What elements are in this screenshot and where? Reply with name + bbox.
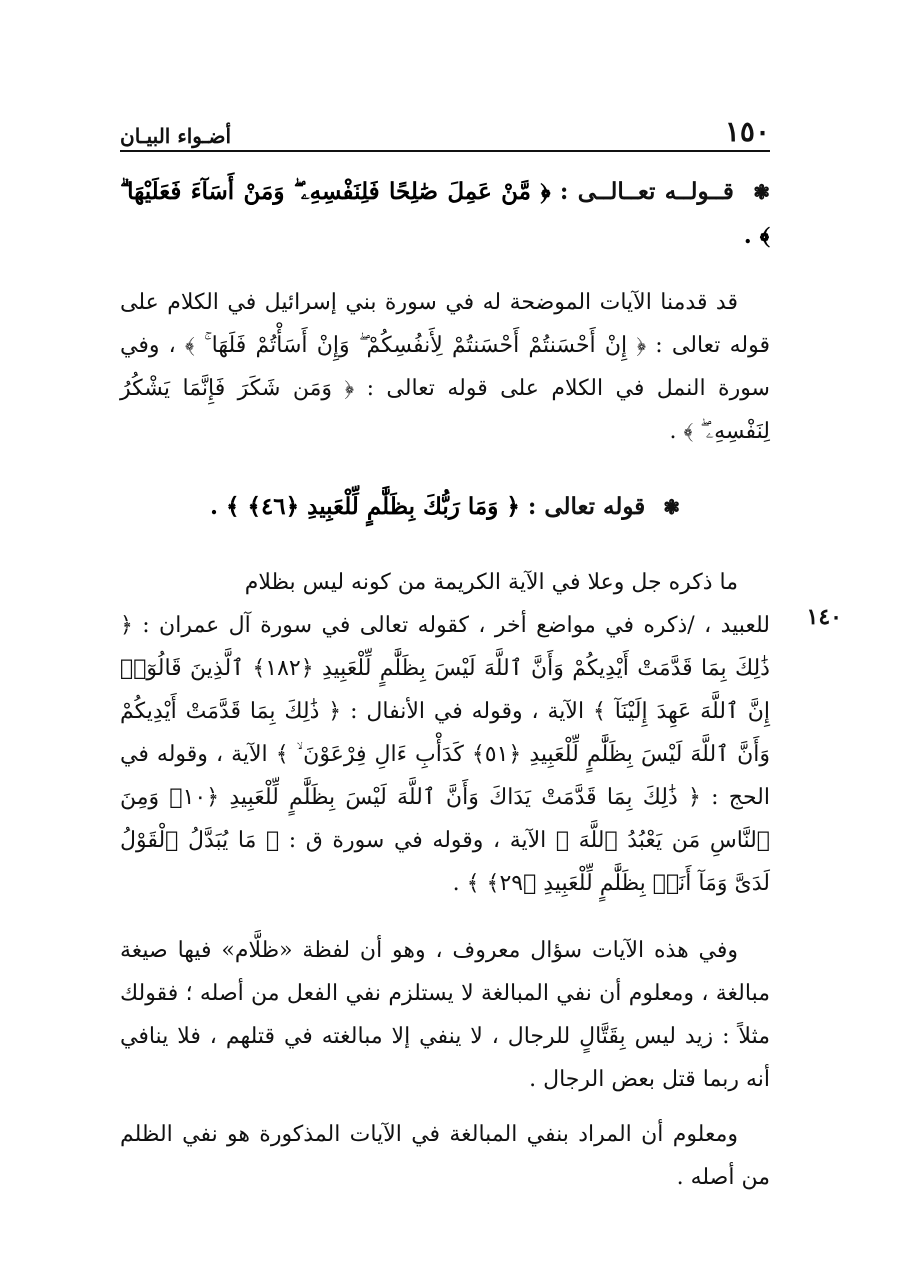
header-rule (120, 150, 770, 152)
quran-verse: ﴿ وَمَا رَبُّكَ بِظَلَّٰمٍ لِّلْعَبِيدِ ﴿٤٦﴾ ﴾ . (209, 493, 520, 520)
heading-label: قوله تعالى : (527, 493, 646, 520)
book-page (120, 0, 842, 1271)
paragraph-2-first-line: ما ذكره جل وعلا في الآية الكريمة من كونه ليس بظلام (244, 570, 738, 595)
page-number: ١٥٠ (724, 115, 770, 148)
page-header (120, 112, 770, 148)
section-heading-1 (120, 170, 770, 257)
quran-verse: ﴿ مَّنْ عَمِلَ صَٰلِحًا فَلِنَفْسِهِۦ ۖ وَمَنْ أَسَآءَ فَعَلَيْهَا ۗ ﴾ . (120, 178, 770, 249)
margin-page-reference: ١٤٠ (806, 604, 842, 630)
section-heading-2 (120, 485, 770, 529)
running-title: أضـواء البيـان (120, 124, 232, 148)
paragraph-3: وفي هذه الآيات سؤال معروف ، وهو أن لفظة «ظلَّام» فيها صيغة مبالغة ، ومعلوم أن نفي المبالغة لا يستلزم نفي الفعل من أصله ؛ فقولك مثلاً : زيد ليس بِقَتَّالٍ للرجال ، لا ينفي إلا مبالغته في قتلهم ، فلا ينافي أنه ربما قتل بعض الرجال . (120, 938, 770, 1092)
star-ornament-icon: ❃ (753, 180, 771, 204)
star-ornament-icon: ❃ (663, 495, 681, 519)
heading-label: قــولــه تعــالــى : (559, 178, 734, 205)
paragraph-4: ومعلوم أن المراد بنفي المبالغة في الآيات المذكورة هو نفي الظلم من أصله . (120, 1122, 770, 1190)
paragraph-1: قد قدمنا الآيات الموضحة له في سورة بني إسرائيل في الكلام على قوله تعالى : ﴿ إِنْ أَحْسَنتُمْ أَحْسَنتُمْ لِأَنفُسِكُمْ ۖ وَإِنْ أَسَأْتُمْ فَلَهَا ۚ ﴾ ، وفي سورة النمل في الكلام على قوله تعالى : ﴿ وَمَن شَكَرَ فَإِنَّمَا يَشْكُرُ لِنَفْسِهِۦ ۖ ﴾ . (120, 290, 770, 444)
paragraph-2 (120, 561, 842, 905)
paragraph-2-body: للعبيد ، /ذكره في مواضع أخر ، كقوله تعالى في سورة آل عمران : ﴿ ذَٰلِكَ بِمَا قَدَّمَتْ أَيْدِيكُمْ وَأَنَّ ٱللَّهَ لَيْسَ بِظَلَّٰمٍ لِّلْعَبِيدِ ﴿١٨٢﴾ ٱلَّذِينَ قَالُوٓا۟ إِنَّ ٱللَّهَ عَهِدَ إِلَيْنَآ ﴾ الآية ، وقوله في الأنفال : ﴿ ذَٰلِكَ بِمَا قَدَّمَتْ أَيْدِيكُمْ وَأَنَّ ٱللَّهَ لَيْسَ بِظَلَّٰمٍ لِّلْعَبِيدِ ﴿٥١﴾ كَدَأْبِ ءَالِ فِرْعَوْنَ ۙ ﴾ الآية ، وقوله في الحج : ﴿ ذَٰلِكَ بِمَا قَدَّمَتْ يَدَاكَ وَأَنَّ ٱللَّهَ لَيْسَ بِظَلَّٰمٍ لِّلْعَبِيدِ ﴿١٠﴾ وَمِنَ ٱلنَّاسِ مَن يَعْبُدُ ٱللَّهَ ﴾ الآية ، وقوله في سورة ق : ﴿ مَا يُبَدَّلُ ٱلْقَوْلُ لَدَىَّ وَمَآ أَنَا۠ بِظَلَّٰمٍ لِّلْعَبِيدِ ﴿٢٩﴾ ﴾ . (120, 613, 770, 896)
page-body (120, 170, 842, 1199)
